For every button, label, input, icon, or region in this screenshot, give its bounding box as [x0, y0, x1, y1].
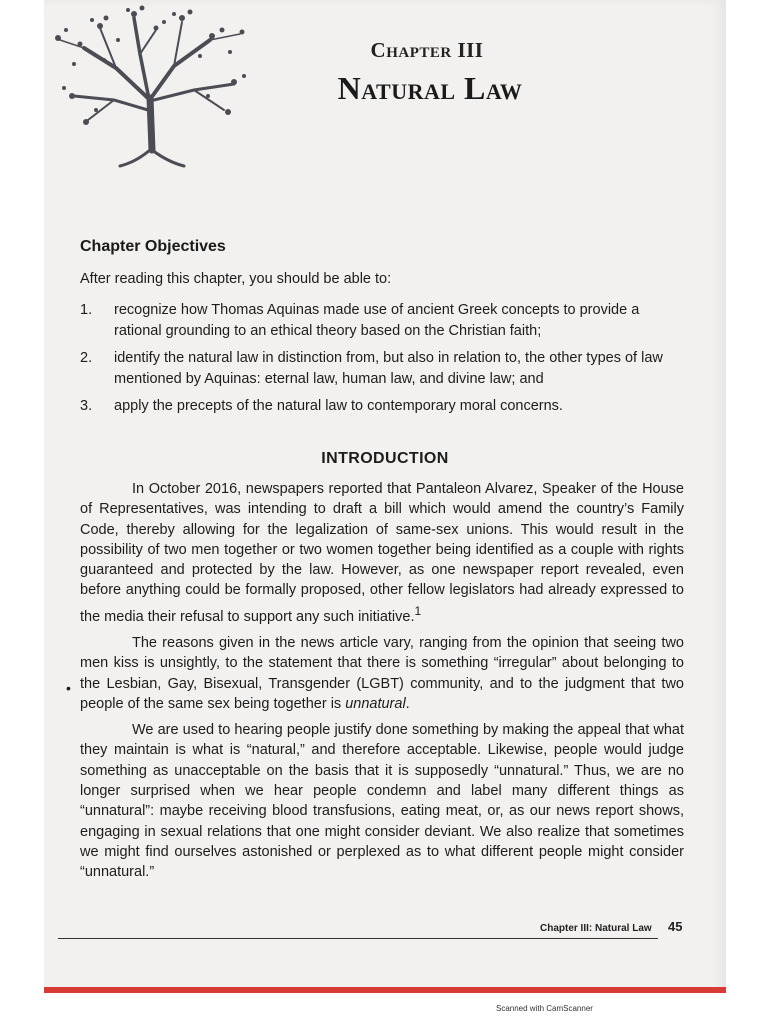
objectives-heading: Chapter Objectives	[80, 238, 226, 255]
paragraph-text: We are used to hearing people justify done something by making the appeal that what they maintain is what is “natural,” and therefore acceptable. Likewise, people would judge something as unacceptable on the basis that it is supposedly “unnatural.” Thus, we are no longer surprised when we hear people condemn and label many different things as “unnatural”: maybe receiving blood transfusions, eating meat, or, as our news report shows, engaging in sexual relations that one might consider deviant. We also realize that sometimes we might find ourselves astonished or perplexed as to what different people might consider “unnatural.”	[80, 722, 684, 881]
emphasis: unnatural	[345, 695, 406, 712]
objective-number: 1.	[80, 302, 93, 318]
paragraph	[80, 633, 684, 714]
footnote-marker: 1	[414, 603, 422, 618]
paragraph-text: The reasons given in the news article vary, ranging from the opinion that seeing two men kiss is unsightly, to the statement that there is something “irregular” about belonging to the Lesbian, Gay, Bisexual, Transgender (LGBT) community, and to the judgment that two people of the same sex being together is	[80, 634, 684, 712]
objective-number: 3.	[80, 398, 93, 414]
objective-item	[80, 348, 684, 390]
introduction-heading: INTRODUCTION	[321, 450, 449, 467]
red-edge-band	[44, 987, 726, 993]
scanner-watermark: Scanned with CamScanner	[496, 1004, 593, 1013]
paragraph	[80, 479, 684, 627]
introduction-body	[80, 479, 684, 888]
objective-item	[80, 396, 684, 417]
page-number: 45	[668, 919, 683, 934]
objectives-intro: After reading this chapter, you should be able to:	[80, 271, 392, 287]
chapter-title: Natural Law	[337, 70, 523, 106]
footer-rule	[58, 938, 658, 939]
tree-illustration	[44, 0, 262, 176]
paragraph-text: .	[405, 695, 410, 712]
stray-mark: •	[66, 680, 71, 696]
objective-text: apply the precepts of the natural law to contemporary moral concerns.	[114, 398, 563, 414]
objective-text: recognize how Thomas Aquinas made use of ancient Greek concepts to provide a rational grounding to an ethical theory based on the Christian faith;	[114, 302, 640, 339]
objectives-list	[80, 300, 684, 423]
running-footer: Chapter III: Natural Law	[540, 923, 652, 934]
chapter-label: Chapter III	[370, 38, 484, 62]
paragraph-text: In October 2016, newspapers reported that Pantaleon Alvarez, Speaker of the House of Representatives, was intending to draft a bill which would amend the country’s Family Code, thereby allowing for the legalization of same-sex unions. This would result in the possibility of two men together or two women together being identified as a couple with rights guaranteed and protected by the law. However, as one newspaper report revealed, even before anything could be formally proposed, other fellow legislators had already expressed to the media their refusal to support any such initiative.	[80, 481, 684, 625]
paragraph	[80, 720, 684, 882]
objective-number: 2.	[80, 350, 93, 366]
objective-item	[80, 300, 684, 342]
objective-text: identify the natural law in distinction from, but also in relation to, the other types of law mentioned by Aquinas: eternal law, human law, and divine law; and	[114, 350, 663, 387]
